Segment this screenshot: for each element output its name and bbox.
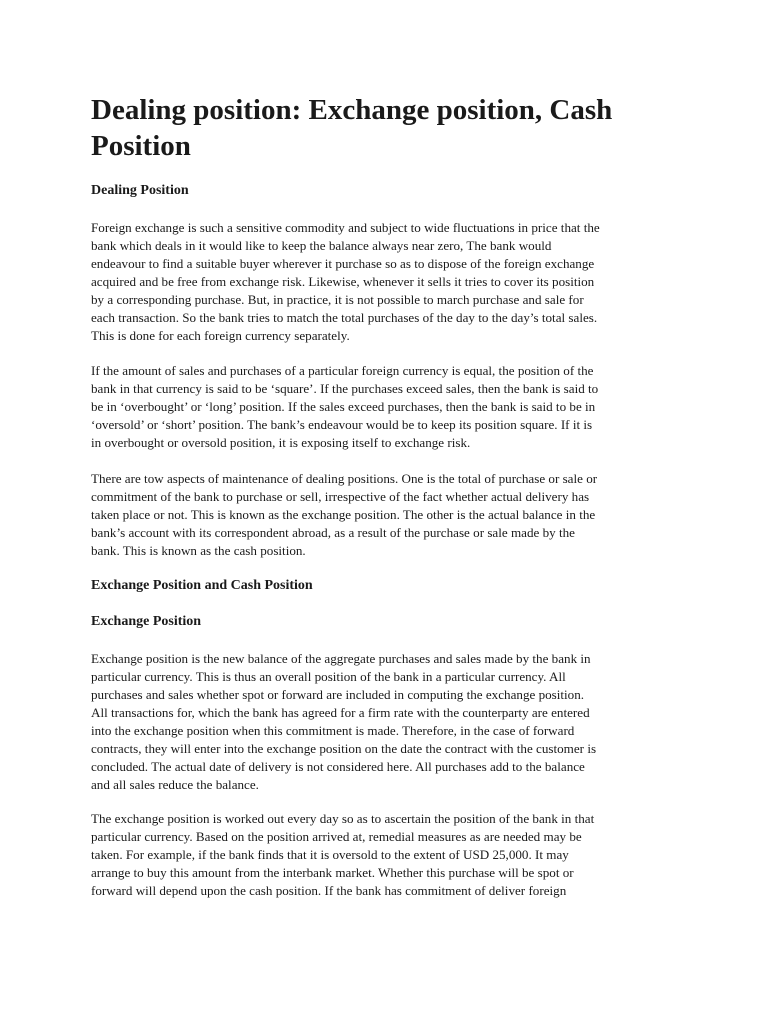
page-title xyxy=(91,92,691,164)
text-line: purchases and sales whether spot or forward are included in computing the exchange position. xyxy=(91,687,585,702)
text-line: acquired and be free from exchange risk. Likewise, whenever it sells it tries to cover its position xyxy=(91,274,595,289)
paragraph-dealing-1 xyxy=(91,219,600,345)
text-line: The exchange position is worked out every day so as to ascertain the position of the bank in that xyxy=(91,811,595,826)
text-line: bank which deals in it would like to keep the balance always near zero, The bank would xyxy=(91,238,552,253)
text-line: into the exchange position when this commitment is made. Therefore, in the case of forward xyxy=(91,723,575,738)
text-line: and all sales reduce the balance. xyxy=(91,777,259,792)
text-line: taken place or not. This is known as the exchange position. The other is the actual balance in the xyxy=(91,507,596,522)
text-line: each transaction. So the bank tries to match the total purchases of the day to the day’s total sales. xyxy=(91,310,598,325)
text-line: bank. This is known as the cash position. xyxy=(91,543,306,558)
title-line: Dealing position: Exchange position, Cash xyxy=(91,94,613,126)
text-line: arrange to buy this amount from the interbank market. Whether this purchase will be spot or xyxy=(91,865,574,880)
text-line: particular currency. Based on the position arrived at, remedial measures as are needed may be xyxy=(91,829,582,844)
text-line: All transactions for, which the bank has agreed for a firm rate with the counterparty are entered xyxy=(91,705,590,720)
text-line: This is done for each foreign currency separately. xyxy=(91,328,350,343)
text-line: bank’s account with its correspondent abroad, as a result of the purchase or sale made by the xyxy=(91,525,575,540)
text-line: in overbought or oversold position, it is exposing itself to exchange risk. xyxy=(91,435,471,450)
text-line: bank in that currency is said to be ‘square’. If the purchases exceed sales, then the bank is said to xyxy=(91,381,599,396)
paragraph-dealing-2 xyxy=(91,362,598,452)
section-heading-exchange-position: Exchange Position xyxy=(91,614,202,629)
text-line: taken. For example, if the bank finds that it is oversold to the extent of USD 25,000. It may xyxy=(91,847,569,862)
text-line: endeavour to find a suitable buyer wherever it purchase so as to dispose of the foreign exchange xyxy=(91,256,595,271)
paragraph-dealing-3 xyxy=(91,470,597,560)
text-line: concluded. The actual date of delivery is not considered here. All purchases add to the balance xyxy=(91,759,585,774)
text-line: Foreign exchange is such a sensitive commodity and subject to wide fluctuations in price that the xyxy=(91,220,600,235)
paragraph-exchange-2 xyxy=(91,810,594,900)
section-heading-dealing-position: Dealing Position xyxy=(91,183,189,198)
paragraph-exchange-1 xyxy=(91,650,596,794)
section-heading-exchange-and-cash-position: Exchange Position and Cash Position xyxy=(91,578,313,593)
text-line: If the amount of sales and purchases of a particular foreign currency is equal, the position of the xyxy=(91,363,594,378)
text-line: commitment of the bank to purchase or sell, irrespective of the fact whether actual delivery has xyxy=(91,489,590,504)
text-line: forward will depend upon the cash position. If the bank has commitment of deliver foreign xyxy=(91,883,567,898)
title-line: Position xyxy=(91,130,191,162)
text-line: contracts, they will enter into the exchange position on the date the contract with the customer is xyxy=(91,741,597,756)
text-line: be in ‘overbought’ or ‘long’ position. If the sales exceed purchases, then the bank is said to be in xyxy=(91,399,596,414)
text-line: particular currency. This is thus an overall position of the bank in a particular currency. All xyxy=(91,669,566,684)
text-line: There are tow aspects of maintenance of dealing positions. One is the total of purchase or sale or xyxy=(91,471,598,486)
text-line: Exchange position is the new balance of the aggregate purchases and sales made by the bank in xyxy=(91,651,591,666)
text-line: ‘oversold’ or ‘short’ position. The bank’s endeavour would be to keep its position square. If it is xyxy=(91,417,593,432)
text-line: by a corresponding purchase. But, in practice, it is not possible to march purchase and sale for xyxy=(91,292,584,307)
